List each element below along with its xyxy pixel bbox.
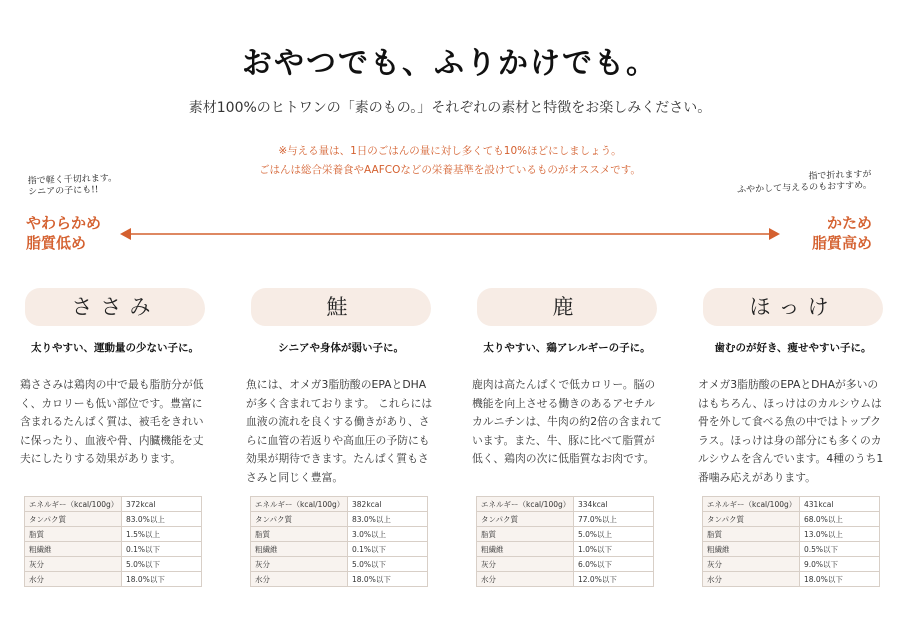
table-row (477, 497, 654, 512)
nutrient-name: タンパク質 (251, 512, 348, 527)
nutrient-value: 13.0%以上 (800, 527, 880, 542)
nutrient-name: 脂質 (477, 527, 574, 542)
soft-label-line: 脂質低め (26, 234, 87, 253)
product-name: 鹿 (477, 288, 657, 326)
soft-note-line: シニアの子にも!! (28, 185, 99, 198)
nutrient-name: エネルギー（kcal/100g） (25, 497, 122, 512)
nutrient-value: 83.0%以上 (348, 512, 428, 527)
table-row (251, 542, 428, 557)
product-headline: シニアや身体が弱い子に。 (278, 342, 404, 354)
nutrition-table (702, 496, 880, 587)
nutrient-value: 0.5%以下 (800, 542, 880, 557)
product-description: 鹿肉は高たんぱくで低カロリー。脳の機能を向上させる働きのあるアセチルカルニチンは、牛肉の約2倍の含まれています。また、牛、豚に比べて脂質が低く、鶏肉の次に低脂質なお肉です。 (472, 378, 662, 466)
table-row (25, 527, 202, 542)
nutrient-name: 粗繊維 (703, 542, 800, 557)
page-title: おやつでも、ふりかけでも。 (242, 46, 658, 81)
product-card-sasami (20, 288, 210, 488)
product-card-salmon (246, 288, 436, 488)
nutrition-table (250, 496, 428, 587)
nutrient-value: 83.0%以上 (122, 512, 202, 527)
table-row (251, 557, 428, 572)
nutrient-name: エネルギー（kcal/100g） (251, 497, 348, 512)
nutrition-table (24, 496, 202, 587)
hard-label-line: 脂質高め (811, 234, 872, 253)
table-row (25, 557, 202, 572)
nutrient-name: 水分 (25, 572, 122, 587)
table-row (251, 527, 428, 542)
nutrient-value: 6.0%以下 (574, 557, 654, 572)
product-name: ほっけ (703, 288, 883, 326)
nutrient-value: 18.0%以下 (348, 572, 428, 587)
nutrient-value: 18.0%以下 (800, 572, 880, 587)
nutrient-name: 灰分 (25, 557, 122, 572)
table-row (703, 542, 880, 557)
nutrient-name: 脂質 (703, 527, 800, 542)
table-row (703, 512, 880, 527)
table-row (477, 527, 654, 542)
page-subtitle: 素材100%のヒトワンの「素のもの。」それぞれの素材と特徴をお楽しみください。 (188, 100, 712, 116)
table-row (477, 512, 654, 527)
nutrient-value: 1.5%以上 (122, 527, 202, 542)
nutrient-value: 5.0%以上 (574, 527, 654, 542)
table-row (25, 512, 202, 527)
nutrient-name: 灰分 (251, 557, 348, 572)
nutrient-value: 5.0%以下 (122, 557, 202, 572)
nutrient-name: 粗繊維 (25, 542, 122, 557)
soft-label (26, 213, 101, 254)
product-description: オメガ3脂肪酸のEPAとDHAが多いのはもちろん、ほっけはのカルシウムは骨を外して食べる魚の中ではトップクラス。ほっけは身の部分にも多くのカルシウムを含んでいます。4種のうち1番噛み応えがあります。 (698, 378, 884, 484)
product-description: 鶏ささみは鶏肉の中で最も脂肪分が低く、カロリーも低い部位です。豊富に含まれるたんぱく質は、被毛をきれいに保ったり、血液や骨、内臓機能を丈夫にしたりする効果があります。 (20, 378, 204, 466)
product-headline: 太りやすい、鶏アレルギーの子に。 (483, 342, 651, 354)
nutrient-name: エネルギー（kcal/100g） (477, 497, 574, 512)
nutrient-value: 1.0%以下 (574, 542, 654, 557)
nutrient-value: 372kcal (122, 497, 202, 512)
nutrient-value: 0.1%以下 (122, 542, 202, 557)
table-row (477, 557, 654, 572)
nutrient-value: 5.0%以下 (348, 557, 428, 572)
table-row (703, 497, 880, 512)
hard-note-line: 指で折れますが (808, 169, 872, 182)
nutrient-value: 3.0%以上 (348, 527, 428, 542)
table-row (251, 512, 428, 527)
product-card-venison (472, 288, 662, 488)
table-row (703, 527, 880, 542)
nutrient-value: 0.1%以下 (348, 542, 428, 557)
nutrient-name: タンパク質 (25, 512, 122, 527)
double-arrow-icon (120, 226, 780, 242)
nutrient-value: 9.0%以下 (800, 557, 880, 572)
nutrient-name: 水分 (703, 572, 800, 587)
table-row (703, 557, 880, 572)
product-description: 魚には、オメガ3脂肪酸のEPAとDHAが多く含まれております。 これらには血液の流れを良くする働きがあり、さらに血管の若返りや高血圧の予防にも効果が期待できます。たんぱく質もささみと同じく豊富。 (246, 378, 433, 484)
nutrient-value: 334kcal (574, 497, 654, 512)
nutrient-value: 431kcal (800, 497, 880, 512)
nutrient-value: 12.0%以下 (574, 572, 654, 587)
food-recommendation-note: ごはんは総合栄養食やAAFCOなどの栄養基準を設けているものがオススメです。 (259, 164, 641, 176)
soft-handwritten-note (28, 173, 118, 199)
nutrient-name: 水分 (251, 572, 348, 587)
nutrient-name: 脂質 (251, 527, 348, 542)
product-name: 鮭 (251, 288, 431, 326)
table-row (25, 572, 202, 587)
soft-label-line: やわらかめ (26, 214, 102, 232)
hard-note-line: ふやかして与えるのもおすすめ。 (737, 180, 873, 196)
nutrient-name: エネルギー（kcal/100g） (703, 497, 800, 512)
nutrient-value: 68.0%以上 (800, 512, 880, 527)
nutrient-value: 382kcal (348, 497, 428, 512)
nutrient-value: 77.0%以上 (574, 512, 654, 527)
hard-label-line: かため (826, 214, 872, 232)
table-row (477, 542, 654, 557)
nutrient-name: 脂質 (25, 527, 122, 542)
nutrient-name: タンパク質 (477, 512, 574, 527)
table-row (25, 542, 202, 557)
hard-handwritten-note (737, 170, 872, 197)
nutrient-name: 灰分 (477, 557, 574, 572)
nutrient-name: タンパク質 (703, 512, 800, 527)
table-row (477, 572, 654, 587)
soft-note-line: 指で軽く千切れます。 (27, 173, 118, 187)
nutrition-table (476, 496, 654, 587)
table-row (25, 497, 202, 512)
nutrient-name: 粗繊維 (477, 542, 574, 557)
feeding-note: ※与える量は、1日のごはんの量に対し多くても10%ほどにしましょう。 (278, 145, 622, 157)
table-row (703, 572, 880, 587)
nutrient-value: 18.0%以下 (122, 572, 202, 587)
nutrient-name: 灰分 (703, 557, 800, 572)
table-row (251, 572, 428, 587)
product-headline: 歯むのが好き、痩せやすい子に。 (714, 342, 872, 354)
nutrient-name: 粗繊維 (251, 542, 348, 557)
product-headline: 太りやすい、運動量の少ない子に。 (31, 342, 199, 354)
nutrient-name: 水分 (477, 572, 574, 587)
product-name: ささみ (25, 288, 205, 326)
hard-label (812, 213, 872, 254)
table-row (251, 497, 428, 512)
product-card-hokke (698, 288, 888, 488)
